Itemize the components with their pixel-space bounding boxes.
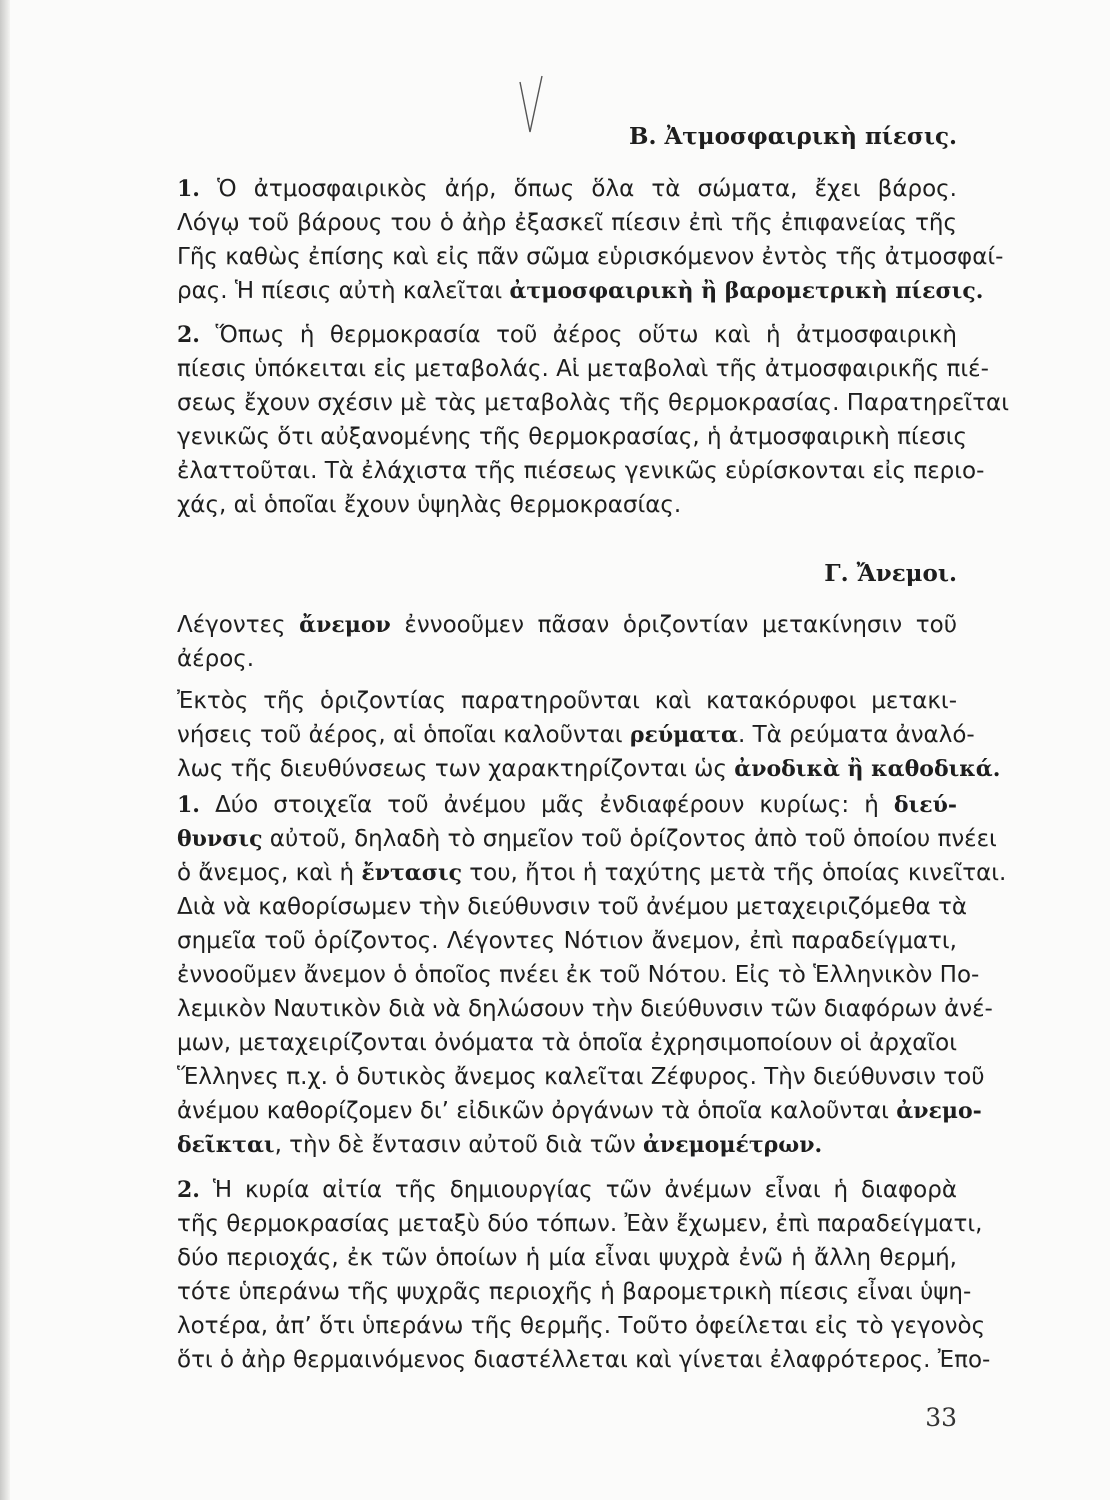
paragraph-line: 1. Ὁ ἀτμοσφαιρικὸς ἀήρ, ὅπως ὅλα τὰ σώματα, ἔχει βάρος. — [177, 176, 957, 202]
page-number: 33 — [925, 1403, 957, 1432]
paragraph-line: ἐννοοῦμεν ἄνεμον ὁ ὁποῖος πνέει ἐκ τοῦ Νότου. Εἰς τὸ Ἑλληνικὸν Πο- — [177, 962, 980, 988]
paragraph-line: 1. Δύο στοιχεῖα τοῦ ἀνέμου μᾶς ἐνδιαφέρουν κυρίως: ἡ διεύ- — [177, 792, 957, 818]
paragraph-line: μων, μεταχειρίζονται ὀνόματα τὰ ὁποῖα ἐχρησιμοποίουν οἱ ἀρχαῖοι — [177, 1030, 957, 1056]
paragraph-line: Λόγῳ τοῦ βάρους του ὁ ἀὴρ ἐξασκεῖ πίεσιν ἐπὶ τῆς ἐπιφανείας τῆς — [177, 210, 957, 236]
paragraph-line: γενικῶς ὅτι αὐξανομένης τῆς θερμοκρασίας, ἡ ἀτμοσφαιρικὴ πίεσις — [177, 424, 968, 450]
bold-term: διεύ- — [893, 792, 957, 818]
bold-term: ἄνεμον — [299, 612, 391, 638]
paragraph-line: πίεσις ὑπόκειται εἰς μεταβολάς. Αἱ μεταβολαὶ τῆς ἀτμοσφαιρικῆς πιέ- — [177, 356, 989, 382]
page-edge-shadow — [0, 0, 10, 1500]
paragraph-line: 2. Ὅπως ἡ θερμοκρασία τοῦ ἀέρος οὕτω καὶ ἡ ἀτμοσφαιρικὴ — [177, 322, 957, 348]
paragraph-line: λοτέρα, ἀπ’ ὅτι ὑπεράνω τῆς θερμῆς. Τοῦτο ὀφείλεται εἰς τὸ γεγονὸς — [177, 1313, 986, 1339]
paragraph-line: 2. Ἡ κυρία αἰτία τῆς δημιουργίας τῶν ἀνέμων εἶναι ἡ διαφορὰ — [177, 1177, 957, 1203]
bold-term: δεῖκται — [177, 1132, 275, 1158]
paragraph-line: λεμικὸν Ναυτικὸν διὰ νὰ δηλώσουν τὴν διεύθυνσιν τῶν διαφόρων ἀνέ- — [177, 996, 993, 1022]
bold-term: ἀνεμομέτρων. — [643, 1132, 823, 1158]
paragraph-line: δεῖκται, τὴν δὲ ἔντασιν αὐτοῦ διὰ τῶν ἀνεμομέτρων. — [177, 1132, 823, 1158]
paragraph-line: ὁ ἄνεμος, καὶ ἡ ἔντασις του, ἤτοι ἡ ταχύτης μετὰ τῆς ὁποίας κινεῖται. — [177, 860, 1007, 886]
paragraph-line: Γῆς καθὼς ἐπίσης καὶ εἰς πᾶν σῶμα εὑρισκόμενον ἐντὸς τῆς ἀτμοσφαί- — [177, 244, 1004, 270]
paragraph-line: ἐλαττοῦται. Τὰ ἐλάχιστα τῆς πιέσεως γενικῶς εὑρίσκονται εἰς περιο- — [177, 458, 985, 484]
paragraph-line: νήσεις τοῦ ἀέρος, αἱ ὁποῖαι καλοῦνται ρεύματα. Τὰ ρεύματα ἀναλό- — [177, 722, 975, 748]
paragraph-line: Ἕλληνες π.χ. ὁ δυτικὸς ἄνεμος καλεῖται Ζέφυρος. Τὴν διεύθυνσιν τοῦ — [177, 1064, 985, 1090]
paragraph-line: τότε ὑπεράνω τῆς ψυχρᾶς περιοχῆς ἡ βαρομετρικὴ πίεσις εἶναι ὑψη- — [177, 1279, 972, 1305]
paragraph-line: Διὰ νὰ καθορίσωμεν τὴν διεύθυνσιν τοῦ ἀνέμου μεταχειριζόμεθα τὰ — [177, 894, 967, 920]
bold-term: ἀνοδικὰ ἢ καθοδικά. — [734, 756, 1001, 782]
paragraph-line: ἀέρος. — [177, 646, 255, 672]
paragraph-line: σημεῖα τοῦ ὁρίζοντος. Λέγοντες Νότιον ἄνεμον, ἐπὶ παραδείγματι, — [177, 928, 957, 954]
paragraph-line: δύο περιοχάς, ἐκ τῶν ὁποίων ἡ μία εἶναι ψυχρὰ ἐνῶ ἡ ἄλλη θερμή, — [177, 1245, 957, 1271]
bold-term: ἔντασις — [361, 860, 462, 886]
paragraph-line: χάς, αἱ ὁποῖαι ἔχουν ὑψηλὰς θερμοκρασίας. — [177, 492, 682, 518]
bold-term: ρεύματα — [629, 722, 738, 748]
paragraph-line: ὅτι ὁ ἀὴρ θερμαινόμενος διαστέλλεται καὶ γίνεται ἐλαφρότερος. Ἐπο- — [177, 1347, 991, 1373]
section-heading-winds: Γ. Ἄνεμοι. — [824, 560, 957, 587]
paragraph-line: ἀνέμου καθορίζομεν δι’ εἰδικῶν ὀργάνων τὰ ὁποῖα καλοῦνται ἀνεμο- — [177, 1098, 982, 1124]
paragraph-line: Λέγοντες ἄνεμον ἐννοοῦμεν πᾶσαν ὁριζοντίαν μετακίνησιν τοῦ — [177, 612, 957, 638]
bold-term: ἀνεμο- — [896, 1098, 982, 1124]
paragraph-line: θυνσις αὐτοῦ, δηλαδὴ τὸ σημεῖον τοῦ ὁρίζοντος ἀπὸ τοῦ ὁποίου πνέει — [177, 826, 997, 852]
section-heading-atmospheric-pressure: Β. Ἀτμοσφαιρικὴ πίεσις. — [629, 123, 957, 150]
paragraph-line: τῆς θερμοκρασίας μεταξὺ δύο τόπων. Ἐὰν ἔχωμεν, ἐπὶ παραδείγματι, — [177, 1211, 983, 1237]
paragraph-line: ρας. Ἡ πίεσις αὐτὴ καλεῖται ἀτμοσφαιρικὴ ἢ βαρομετρικὴ πίεσις. — [177, 278, 984, 304]
paragraph-line: σεως ἔχουν σχέσιν μὲ τὰς μεταβολὰς τῆς θερμοκρασίας. Παρατηρεῖται — [177, 390, 1009, 416]
bold-term: ἀτμοσφαιρικὴ ἢ βαρομετρικὴ πίεσις. — [509, 278, 984, 304]
paragraph-line: Ἐκτὸς τῆς ὁριζοντίας παρατηροῦνται καὶ κατακόρυφοι μετακι- — [177, 688, 957, 714]
bold-term: θυνσις — [177, 826, 263, 852]
paragraph-line: λως τῆς διευθύνσεως των χαρακτηρίζονται ὡς ἀνοδικὰ ἢ καθοδικά. — [177, 756, 1001, 782]
